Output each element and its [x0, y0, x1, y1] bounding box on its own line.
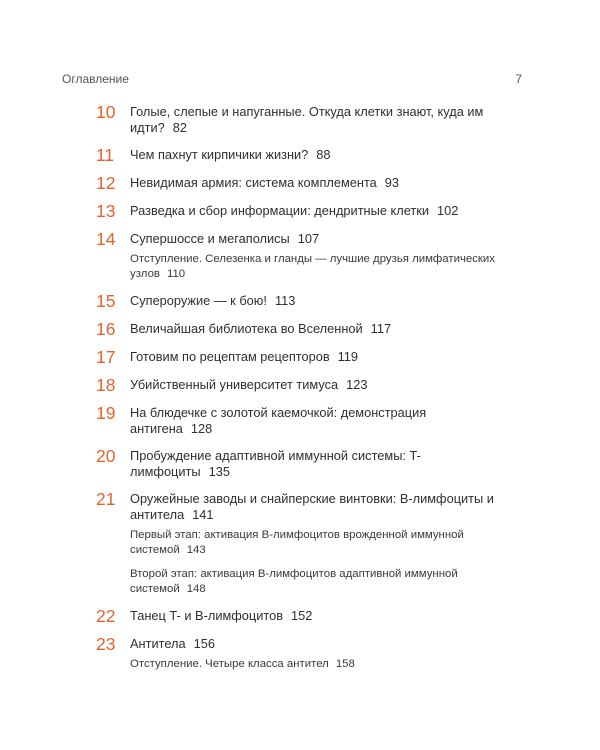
chapter-page: 82: [172, 120, 187, 135]
chapter-number: 13: [96, 201, 116, 221]
subsection-page: 148: [186, 583, 206, 595]
chapter-number: 18: [96, 375, 116, 395]
chapter-title: Готовим по рецептам рецепторов: [130, 349, 330, 364]
chapter-title: Чем пахнут кирпичики жизни?: [130, 147, 309, 162]
chapter-title: Невидимая армия: система комплемента: [130, 175, 377, 190]
toc-subsection[interactable]: [130, 567, 496, 597]
chapter-page: 102: [437, 203, 459, 218]
subsection-page: 158: [335, 658, 355, 670]
chapter-title: Пробуждение адаптивной иммунной системы: T-лимфоциты: [130, 448, 421, 479]
chapter-number: 17: [96, 347, 116, 367]
subsection-page: 143: [186, 544, 206, 556]
chapter-number: 19: [96, 403, 116, 423]
subsection-page: 110: [166, 268, 186, 280]
chapter-title: Танец T- и B-лимфоцитов: [130, 608, 284, 623]
toc-chapter-10[interactable]: [96, 104, 496, 136]
chapter-title: Величайшая библиотека во Вселенной: [130, 321, 363, 336]
chapter-page: 119: [337, 349, 359, 364]
running-head: [62, 72, 522, 86]
toc-subsection[interactable]: [130, 252, 496, 282]
toc-chapter-12[interactable]: [96, 175, 496, 192]
subsection-title: Первый этап: активация B-лимфоцитов врожденной иммунной системой: [130, 529, 464, 556]
chapter-page: 88: [316, 147, 331, 162]
chapter-title: Супершоссе и мегаполисы: [130, 231, 290, 246]
chapter-title: Антитела: [130, 636, 186, 651]
chapter-page: 93: [384, 175, 400, 190]
toc-chapter-17[interactable]: [96, 349, 496, 366]
toc-chapter-22[interactable]: [96, 608, 496, 625]
chapter-page: 113: [274, 293, 296, 308]
chapter-number: 10: [96, 102, 116, 122]
toc-chapter-11[interactable]: [96, 147, 496, 164]
toc-chapter-19[interactable]: [96, 405, 496, 437]
chapter-page: 128: [190, 421, 213, 436]
chapter-page: 141: [192, 507, 214, 522]
chapter-page: 107: [297, 231, 320, 246]
chapter-number: 16: [96, 319, 116, 339]
chapter-number: 22: [96, 606, 116, 626]
toc-chapter-18[interactable]: [96, 377, 496, 394]
chapter-page: 135: [208, 464, 230, 479]
chapter-title: Разведка и сбор информации: дендритные клетки: [130, 203, 430, 218]
chapter-number: 20: [96, 446, 116, 466]
chapter-page: 123: [346, 377, 368, 392]
toc-chapter-20[interactable]: [96, 448, 496, 480]
chapter-number: 11: [96, 145, 115, 165]
toc-chapter-13[interactable]: [96, 203, 496, 220]
chapter-number: 21: [96, 489, 116, 509]
chapter-page: 117: [370, 321, 392, 336]
chapter-number: 15: [96, 291, 116, 311]
toc-chapter-15[interactable]: [96, 293, 496, 310]
chapter-title: На блюдечке с золотой каемочкой: демонстрация антигена: [130, 405, 427, 436]
chapter-page: 156: [193, 636, 215, 651]
subsection-title: Отступление. Четыре класса антител: [130, 658, 329, 670]
toc-subsection[interactable]: [130, 528, 496, 558]
chapter-title: Убийственный университет тимуса: [130, 377, 339, 392]
page-number: 7: [515, 72, 522, 86]
chapter-number: 14: [96, 229, 116, 249]
chapter-title: Супероружие — к бою!: [130, 293, 267, 308]
toc-chapter-23[interactable]: [96, 636, 496, 672]
toc-chapter-14[interactable]: [96, 231, 496, 282]
chapter-number: 12: [96, 173, 116, 193]
toc-subsection[interactable]: [130, 657, 496, 672]
table-of-contents: [96, 104, 496, 683]
chapter-title: Оружейные заводы и снайперские винтовки: B-лимфоциты и антитела: [130, 491, 494, 522]
chapter-page: 152: [291, 608, 313, 623]
section-title: Оглавление: [62, 72, 129, 86]
toc-chapter-16[interactable]: [96, 321, 496, 338]
subsection-title: Отступление. Селезенка и гланды — лучшие друзья лимфатических узлов: [130, 253, 495, 280]
chapter-number: 23: [96, 634, 116, 654]
subsection-title: Второй этап: активация B-лимфоцитов адаптивной иммунной системой: [130, 568, 458, 595]
chapter-title: Голые, слепые и напуганные. Откуда клетки знают, куда им идти?: [130, 104, 484, 135]
toc-chapter-21[interactable]: [96, 491, 496, 597]
